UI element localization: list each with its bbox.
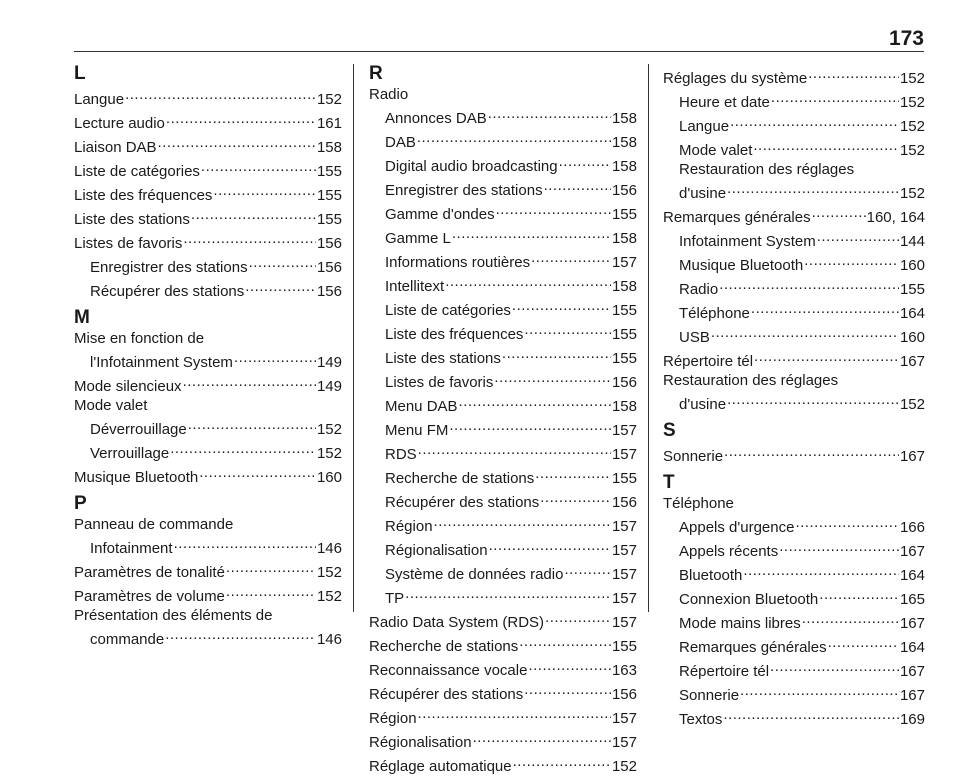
- entry-label: Paramètres de volume: [74, 588, 225, 605]
- entry-page-ref: 169: [899, 711, 925, 728]
- dot-leader: [727, 179, 899, 198]
- index-entry: [74, 229, 342, 253]
- entry-page-ref: 164: [899, 567, 925, 584]
- dot-leader: [724, 442, 899, 461]
- index-column-1: [74, 64, 342, 649]
- dot-leader: [165, 625, 316, 644]
- dot-leader: [174, 534, 316, 553]
- dot-leader: [494, 368, 611, 387]
- dot-leader: [817, 227, 899, 246]
- index-letter: R: [369, 63, 383, 84]
- entry-page-ref: 144: [899, 233, 925, 250]
- entry-label: Récupérer des stations: [385, 494, 540, 511]
- entry-label: Récupérer des stations: [90, 283, 245, 300]
- entry-label: l'Infotainment System: [90, 354, 233, 371]
- index-entry: [663, 633, 925, 657]
- entry-label: Téléphone: [679, 305, 750, 322]
- entry-page-ref: 161: [316, 115, 342, 132]
- index-entry: [74, 253, 342, 277]
- entry-label: Lecture audio: [74, 115, 165, 132]
- index-entry: [369, 272, 637, 296]
- index-heading: Restauration des réglages: [663, 372, 839, 389]
- entry-page-ref: 152: [899, 185, 925, 202]
- index-letter: P: [74, 493, 87, 514]
- dot-leader: [802, 609, 899, 628]
- entry-label: Musique Bluetooth: [74, 469, 199, 486]
- entry-page-ref: 156: [316, 259, 342, 276]
- entry-page-ref: 165: [899, 591, 925, 608]
- entry-label: Déverrouillage: [90, 421, 187, 438]
- entry-label: Répertoire tél: [663, 353, 754, 370]
- entry-page-ref: 167: [899, 687, 925, 704]
- dot-leader: [535, 464, 611, 483]
- index-entry: [663, 537, 925, 561]
- dot-leader: [753, 136, 899, 155]
- entry-page-ref: 157: [611, 254, 637, 271]
- dot-leader: [819, 585, 899, 604]
- dot-leader: [452, 224, 611, 243]
- entry-page-ref: 160: [316, 469, 342, 486]
- entry-page-ref: 156: [611, 494, 637, 511]
- entry-label: Infotainment System: [679, 233, 816, 250]
- entry-page-ref: 152: [316, 421, 342, 438]
- entry-label: Paramètres de tonalité: [74, 564, 225, 581]
- column-divider: [648, 64, 649, 612]
- entry-page-ref: 152: [611, 758, 637, 775]
- entry-page-ref: 155: [611, 302, 637, 319]
- index-entry: [663, 442, 925, 466]
- index-entry: [369, 176, 637, 200]
- index-entry: [74, 439, 342, 463]
- index-heading: Panneau de commande: [74, 516, 234, 533]
- entry-page-ref: 155: [611, 326, 637, 343]
- index-entry: [663, 251, 925, 275]
- index-entry: [663, 299, 925, 323]
- entry-page-ref: 157: [611, 614, 637, 631]
- index-entry: [369, 560, 637, 584]
- entry-label: Reconnaissance vocale: [369, 662, 528, 679]
- index-entry: [663, 112, 925, 136]
- index-entry: [74, 534, 342, 558]
- entry-label: Musique Bluetooth: [679, 257, 804, 274]
- entry-page-ref: 155: [611, 470, 637, 487]
- entry-label: d'usine: [679, 185, 727, 202]
- column-divider: [353, 64, 354, 612]
- entry-page-ref: 158: [611, 398, 637, 415]
- entry-page-ref: 167: [899, 543, 925, 560]
- dot-leader: [544, 176, 611, 195]
- dot-leader: [449, 416, 611, 435]
- index-entry: [369, 320, 637, 344]
- entry-label: Radio Data System (RDS): [369, 614, 545, 631]
- index-entry: [74, 582, 342, 606]
- entry-page-ref: 160: [899, 257, 925, 274]
- index-entry: [74, 85, 342, 109]
- dot-leader: [828, 633, 899, 652]
- entry-page-ref: 155: [611, 350, 637, 367]
- entry-page-ref: 163: [611, 662, 637, 679]
- index-entry: [369, 488, 637, 512]
- index-entry: [74, 348, 342, 372]
- entry-page-ref: 155: [316, 187, 342, 204]
- index-entry: [74, 157, 342, 181]
- entry-label: Gamme L: [385, 230, 451, 247]
- entry-page-ref: 158: [611, 134, 637, 151]
- entry-label: Remarques générales: [663, 209, 811, 226]
- entry-label: Mode silencieux: [74, 378, 182, 395]
- dot-leader: [719, 275, 899, 294]
- entry-page-ref: 164: [899, 305, 925, 322]
- index-entry: [369, 512, 637, 536]
- entry-page-ref: 166: [899, 519, 925, 536]
- entry-page-ref: 158: [611, 110, 637, 127]
- dot-leader: [528, 656, 611, 675]
- entry-page-ref: 146: [316, 631, 342, 648]
- dot-leader: [754, 347, 899, 366]
- dot-leader: [730, 112, 899, 131]
- index-entry: [663, 705, 925, 729]
- dot-leader: [226, 582, 316, 601]
- entry-label: Sonnerie: [679, 687, 740, 704]
- entry-label: Listes de favoris: [74, 235, 183, 252]
- dot-leader: [234, 348, 316, 367]
- dot-leader: [213, 181, 316, 200]
- entry-label: Recherche de stations: [385, 470, 535, 487]
- index-entry: [74, 277, 342, 301]
- dot-leader: [804, 251, 899, 270]
- index-entry: [369, 464, 637, 488]
- dot-leader: [459, 392, 611, 411]
- index-entry: [369, 728, 637, 752]
- dot-leader: [740, 681, 899, 700]
- entry-page-ref: 146: [316, 540, 342, 557]
- entry-label: Menu DAB: [385, 398, 458, 415]
- index-entry: [369, 752, 637, 776]
- entry-page-ref: 167: [899, 663, 925, 680]
- index-entry: [369, 392, 637, 416]
- index-entry: [663, 513, 925, 537]
- dot-leader: [188, 415, 316, 434]
- index-heading: Mise en fonction de: [74, 330, 205, 347]
- entry-page-ref: 152: [899, 70, 925, 87]
- entry-page-ref: 152: [899, 142, 925, 159]
- index-entry: [369, 152, 637, 176]
- dot-leader: [183, 229, 316, 248]
- index-entry: [663, 203, 925, 227]
- index-entry: [369, 296, 637, 320]
- index-entry: [663, 179, 925, 203]
- entry-page-ref: 152: [316, 445, 342, 462]
- entry-page-ref: 152: [899, 118, 925, 135]
- index-heading: Présentation des éléments de: [74, 607, 273, 624]
- dot-leader: [245, 277, 316, 296]
- index-entry: [663, 390, 925, 414]
- index-heading: Mode valet: [74, 397, 148, 414]
- index-entry: [663, 561, 925, 585]
- entry-label: Liste de catégories: [74, 163, 200, 180]
- entry-label: Mode valet: [679, 142, 753, 159]
- index-letter: M: [74, 307, 90, 328]
- page-number: 173: [888, 27, 924, 50]
- index-column-2: [369, 64, 637, 776]
- dot-leader: [751, 299, 899, 318]
- index-entry: [369, 632, 637, 656]
- dot-leader: [711, 323, 899, 342]
- dot-leader: [249, 253, 316, 272]
- entry-label: Recherche de stations: [369, 638, 519, 655]
- entry-label: commande: [90, 631, 165, 648]
- entry-label: Intellitext: [385, 278, 445, 295]
- index-entry: [663, 88, 925, 112]
- index-entry: [369, 224, 637, 248]
- dot-leader: [434, 512, 611, 531]
- entry-page-ref: 157: [611, 422, 637, 439]
- entry-label: Appels récents: [679, 543, 779, 560]
- entry-label: Verrouillage: [90, 445, 170, 462]
- entry-label: Région: [385, 518, 433, 535]
- dot-leader: [158, 133, 316, 152]
- index-entry: [369, 368, 637, 392]
- entry-label: Listes de favoris: [385, 374, 494, 391]
- entry-label: Liste des stations: [74, 211, 190, 228]
- entry-label: Bluetooth: [679, 567, 743, 584]
- dot-leader: [418, 704, 611, 723]
- entry-label: Appels d'urgence: [679, 519, 795, 536]
- entry-page-ref: 156: [316, 283, 342, 300]
- dot-leader: [125, 85, 316, 104]
- dot-leader: [183, 372, 316, 391]
- entry-page-ref: 156: [611, 182, 637, 199]
- entry-label: Liste des fréquences: [74, 187, 213, 204]
- index-letter: L: [74, 63, 86, 84]
- entry-label: Radio: [679, 281, 719, 298]
- index-entry: [663, 136, 925, 160]
- entry-page-ref: 155: [611, 638, 637, 655]
- dot-leader: [770, 657, 899, 676]
- entry-page-ref: 156: [611, 374, 637, 391]
- entry-label: Sonnerie: [663, 448, 724, 465]
- entry-page-ref: 164: [899, 639, 925, 656]
- dot-leader: [513, 752, 611, 771]
- dot-leader: [496, 200, 611, 219]
- entry-page-ref: 157: [611, 446, 637, 463]
- dot-leader: [473, 728, 611, 747]
- index-entry: [369, 704, 637, 728]
- index-entry: [369, 104, 637, 128]
- index-entry: [369, 248, 637, 272]
- entry-page-ref: 158: [611, 158, 637, 175]
- entry-page-ref: 158: [316, 139, 342, 156]
- dot-leader: [502, 344, 611, 363]
- dot-leader: [812, 203, 866, 222]
- entry-label: Digital audio broadcasting: [385, 158, 558, 175]
- dot-leader: [405, 584, 611, 603]
- entry-page-ref: 157: [611, 710, 637, 727]
- entry-label: Connexion Bluetooth: [679, 591, 819, 608]
- entry-label: Récupérer des stations: [369, 686, 524, 703]
- entry-page-ref: 156: [316, 235, 342, 252]
- index-entry: [369, 608, 637, 632]
- entry-label: TP: [385, 590, 405, 607]
- entry-page-ref: 167: [899, 615, 925, 632]
- entry-label: Région: [369, 710, 417, 727]
- dot-leader: [723, 705, 899, 724]
- entry-page-ref: 160, 164: [866, 209, 925, 226]
- index-entry: [369, 584, 637, 608]
- index-entry: [369, 440, 637, 464]
- entry-label: Liste des stations: [385, 350, 501, 367]
- entry-label: Heure et date: [679, 94, 770, 111]
- entry-label: USB: [679, 329, 710, 346]
- entry-label: Répertoire tél: [679, 663, 770, 680]
- dot-leader: [524, 320, 611, 339]
- entry-page-ref: 152: [899, 396, 925, 413]
- index-entry: [663, 681, 925, 705]
- entry-label: Liste des fréquences: [385, 326, 524, 343]
- entry-label: Système de données radio: [385, 566, 564, 583]
- entry-page-ref: 157: [611, 518, 637, 535]
- index-letter: S: [663, 420, 676, 441]
- entry-page-ref: 152: [316, 91, 342, 108]
- dot-leader: [531, 248, 611, 267]
- entry-page-ref: 158: [611, 230, 637, 247]
- entry-label: Régionalisation: [369, 734, 472, 751]
- dot-leader: [418, 440, 611, 459]
- entry-label: Enregistrer des stations: [385, 182, 543, 199]
- entry-label: Liaison DAB: [74, 139, 157, 156]
- entry-label: d'usine: [679, 396, 727, 413]
- index-entry: [663, 227, 925, 251]
- entry-label: Annonces DAB: [385, 110, 487, 127]
- index-heading: Radio: [369, 86, 409, 103]
- index-entry: [74, 625, 342, 649]
- entry-page-ref: 155: [899, 281, 925, 298]
- index-entry: [74, 463, 342, 487]
- entry-page-ref: 167: [899, 353, 925, 370]
- index-entry: [663, 323, 925, 347]
- entry-page-ref: 155: [316, 211, 342, 228]
- index-entry: [369, 656, 637, 680]
- dot-leader: [559, 152, 611, 171]
- entry-label: Réglages du système: [663, 70, 808, 87]
- dot-leader: [489, 536, 611, 555]
- index-entry: [663, 585, 925, 609]
- index-heading: Restauration des réglages: [679, 161, 855, 178]
- dot-leader: [445, 272, 611, 291]
- entry-page-ref: 155: [611, 206, 637, 223]
- entry-page-ref: 152: [316, 564, 342, 581]
- entry-label: Remarques générales: [679, 639, 827, 656]
- entry-label: Langue: [74, 91, 125, 108]
- dot-leader: [226, 558, 316, 577]
- entry-label: Textos: [679, 711, 723, 728]
- entry-page-ref: 149: [316, 354, 342, 371]
- entry-label: Régionalisation: [385, 542, 488, 559]
- index-entry: [74, 181, 342, 205]
- index-entry: [663, 347, 925, 371]
- index-entry: [663, 609, 925, 633]
- index-entry: [369, 128, 637, 152]
- index-entry: [663, 657, 925, 681]
- dot-leader: [727, 390, 899, 409]
- entry-label: Gamme d'ondes: [385, 206, 495, 223]
- entry-page-ref: 152: [316, 588, 342, 605]
- dot-leader: [166, 109, 316, 128]
- dot-leader: [191, 205, 316, 224]
- entry-page-ref: 157: [611, 734, 637, 751]
- entry-page-ref: 157: [611, 590, 637, 607]
- dot-leader: [795, 513, 899, 532]
- dot-leader: [524, 680, 611, 699]
- dot-leader: [417, 128, 611, 147]
- entry-label: Infotainment: [90, 540, 173, 557]
- entry-page-ref: 158: [611, 278, 637, 295]
- index-entry: [74, 415, 342, 439]
- index-entry: [369, 536, 637, 560]
- index-entry: [369, 200, 637, 224]
- entry-page-ref: 156: [611, 686, 637, 703]
- entry-page-ref: 152: [899, 94, 925, 111]
- entry-label: Réglage automatique: [369, 758, 512, 775]
- entry-page-ref: 157: [611, 542, 637, 559]
- entry-label: RDS: [385, 446, 417, 463]
- index-heading: Téléphone: [663, 495, 734, 512]
- entry-page-ref: 149: [316, 378, 342, 395]
- dot-leader: [512, 296, 611, 315]
- dot-leader: [170, 439, 316, 458]
- entry-page-ref: 155: [316, 163, 342, 180]
- entry-label: Enregistrer des stations: [90, 259, 248, 276]
- dot-leader: [743, 561, 899, 580]
- index-entry: [663, 64, 925, 88]
- index-entry: [369, 344, 637, 368]
- entry-label: DAB: [385, 134, 416, 151]
- dot-leader: [199, 463, 316, 482]
- index-entry: [74, 372, 342, 396]
- entry-label: Mode mains libres: [679, 615, 801, 632]
- entry-label: Langue: [679, 118, 730, 135]
- index-entry: [74, 558, 342, 582]
- entry-page-ref: 160: [899, 329, 925, 346]
- entry-label: Informations routières: [385, 254, 531, 271]
- index-entry: [74, 109, 342, 133]
- index-entry: [74, 133, 342, 157]
- dot-leader: [771, 88, 899, 107]
- dot-leader: [488, 104, 611, 123]
- entry-label: Liste de catégories: [385, 302, 511, 319]
- header-rule: [74, 51, 924, 52]
- entry-page-ref: 157: [611, 566, 637, 583]
- index-entry: [369, 416, 637, 440]
- index-entry: [369, 680, 637, 704]
- dot-leader: [564, 560, 611, 579]
- dot-leader: [808, 64, 899, 83]
- index-column-3: [663, 64, 925, 729]
- dot-leader: [540, 488, 611, 507]
- index-entry: [74, 205, 342, 229]
- entry-page-ref: 167: [899, 448, 925, 465]
- dot-leader: [545, 608, 611, 627]
- dot-leader: [201, 157, 316, 176]
- index-entry: [663, 275, 925, 299]
- dot-leader: [779, 537, 899, 556]
- entry-label: Menu FM: [385, 422, 449, 439]
- index-letter: T: [663, 472, 675, 493]
